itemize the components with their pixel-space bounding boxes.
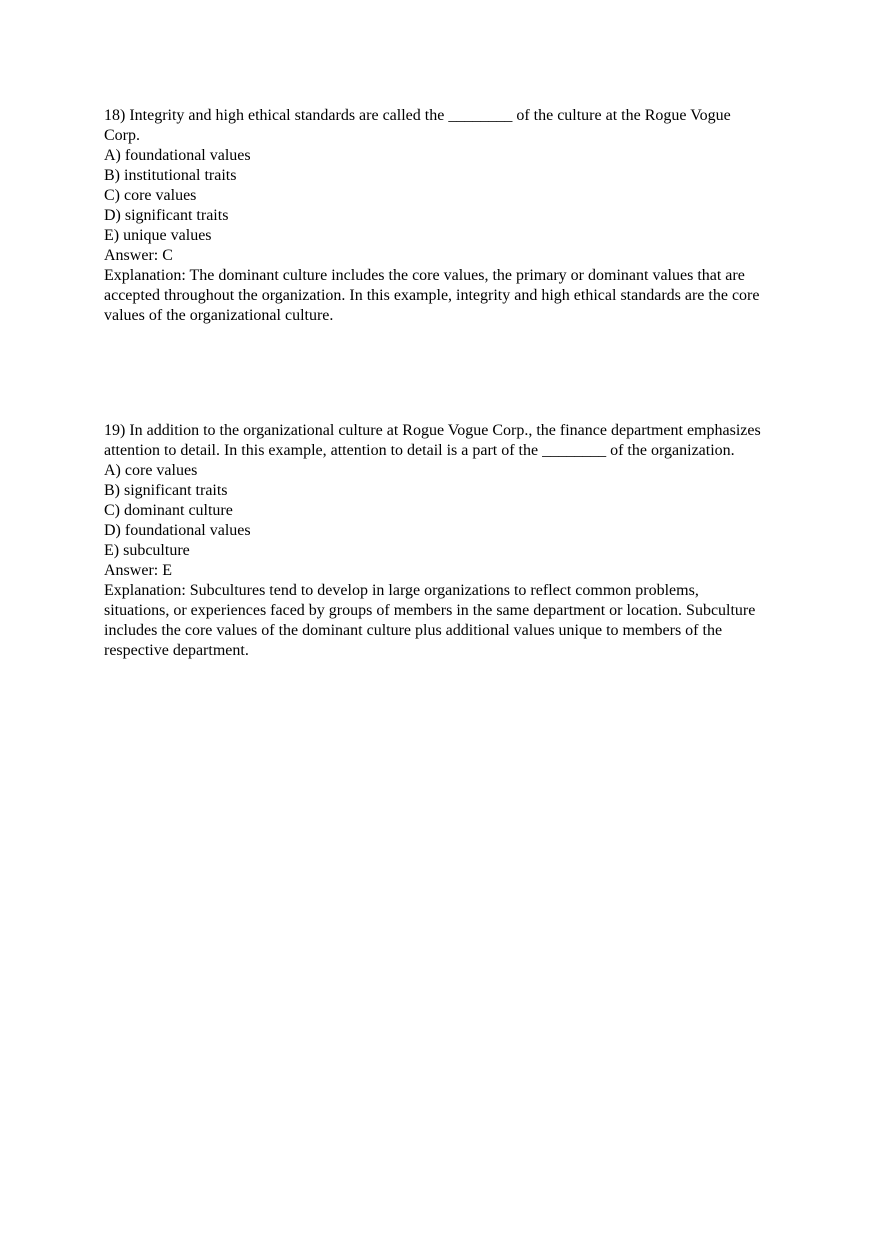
option-b: B) significant traits: [104, 482, 228, 499]
option-d: D) significant traits: [104, 207, 229, 224]
option-c: C) core values: [104, 187, 197, 204]
explanation: Explanation: Subcultures tend to develop in large organizations to reflect common problems, situations, or experiences faced by groups of members in the same department or location. Subculture includes the core values of the dominant culture plus additional values unique to members of the respective department.: [104, 582, 756, 659]
option-a: A) foundational values: [104, 147, 251, 164]
option-c: C) dominant culture: [104, 502, 233, 519]
question-18: [104, 106, 794, 326]
option-a: A) core values: [104, 462, 198, 479]
answer: Answer: E: [104, 562, 172, 579]
option-b: B) institutional traits: [104, 167, 237, 184]
question-stem: 19) In addition to the organizational culture at Rogue Vogue Corp., the finance department emphasizes attention to detail. In this example, attention to detail is a part of the ________ of the organization.: [104, 422, 761, 459]
question-19: [104, 421, 794, 661]
option-e: E) unique values: [104, 227, 212, 244]
option-d: D) foundational values: [104, 522, 251, 539]
option-e: E) subculture: [104, 542, 190, 559]
question-stem: 18) Integrity and high ethical standards are called the ________ of the culture at the Rogue Vogue Corp.: [104, 107, 731, 144]
answer: Answer: C: [104, 247, 173, 264]
explanation: Explanation: The dominant culture includes the core values, the primary or dominant values that are accepted throughout the organization. In this example, integrity and high ethical standards are the core values of the organizational culture.: [104, 267, 760, 324]
